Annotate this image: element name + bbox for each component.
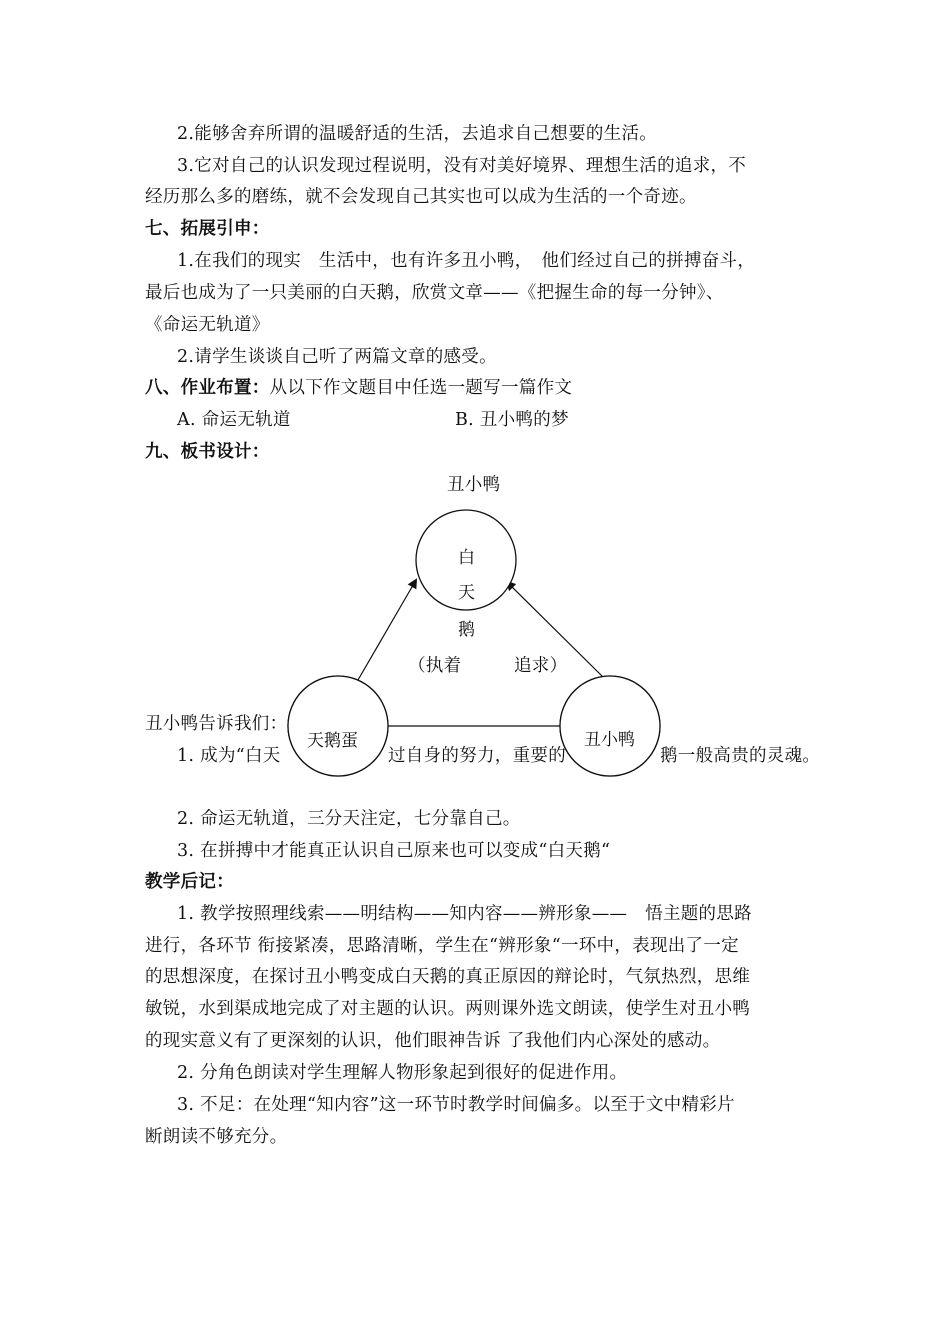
paragraph-line: 2.能够舍弃所谓的温暖舒适的生活，去追求自己想要的生活。 bbox=[177, 124, 658, 144]
tells-us-label: 丑小鸭告诉我们： bbox=[145, 714, 288, 734]
paragraph-line: 3. 不足：在处理“知内容”这一环节时教学时间偏多。以至于文中精彩片 bbox=[177, 1095, 735, 1115]
paragraph-line: 敏锐，水到渠成地完成了对主题的认识。两则课外选文朗读，使学生对丑小鸭 bbox=[145, 999, 751, 1019]
paragraph-line: 1.在我们的现实 生活中，也有许多丑小鸭， 他们经过自己的拼搏奋斗， bbox=[177, 251, 756, 271]
paragraph-line: 经历那么多的磨练，就不会发现自己其实也可以成为生活的一个奇迹。 bbox=[145, 187, 697, 207]
middle-label-b: 追求） bbox=[514, 656, 568, 676]
point-3: 3. 在拼搏中才能真正认识自己原来也可以变成“白天鹅“ bbox=[177, 841, 611, 861]
paragraph-line: 断朗读不够充分。 bbox=[145, 1127, 288, 1147]
section-heading-9: 九、板书设计： bbox=[145, 442, 270, 462]
left-circle-label: 天鹅蛋 bbox=[307, 731, 358, 751]
point-1-part-c: 鹅一般高贵的灵魂。 bbox=[660, 746, 821, 766]
paragraph-line: 最后也成为了一只美丽的白天鹅，欣赏文章——《把握生命的每一分钟》、 bbox=[145, 283, 724, 303]
paragraph-line: 3.它对自己的认识发现过程说明，没有对美好境界、理想生活的追求，不 bbox=[177, 156, 747, 176]
point-1-part-a: 1. 成为“白天 bbox=[177, 746, 281, 766]
paragraph-line: 的现实意义有了更深刻的认识，他们眼神告诉 了我他们内心深处的感动。 bbox=[145, 1031, 721, 1051]
top-circle-char-2: 天 bbox=[458, 583, 475, 603]
paragraph-line: 进行，各环节 衔接紧凑，思路清晰，学生在“辨形象“一环中，表现出了一定 bbox=[145, 936, 739, 956]
section-heading-7: 七、拓展引申： bbox=[145, 219, 270, 239]
middle-label-a: （执着 bbox=[408, 656, 462, 676]
point-1-part-b: 过自身的努力，重要的 bbox=[388, 746, 566, 766]
section-heading-8: 八、作业布置： bbox=[145, 378, 270, 398]
top-circle-char-3: 鹅 bbox=[458, 620, 475, 640]
option-b: B. 丑小鸭的梦 bbox=[455, 410, 569, 430]
option-a: A. 命运无轨道 bbox=[177, 410, 291, 430]
homework-text: 从以下作文题目中任选一题写一篇作文 bbox=[269, 378, 573, 398]
paragraph-line: 《命运无轨道》 bbox=[145, 315, 270, 335]
paragraph-line: 2. 分角色朗读对学生理解人物形象起到很好的促进作用。 bbox=[177, 1063, 628, 1083]
top-circle-char-1: 白 bbox=[458, 548, 475, 568]
paragraph-line: 2.请学生谈谈自己听了两篇文章的感受。 bbox=[177, 347, 497, 367]
paragraph-line: 的思想深度，在探讨丑小鸭变成白天鹅的真正原因的辩论时，气氛热烈，思维 bbox=[145, 967, 751, 987]
board-title: 丑小鸭 bbox=[447, 475, 501, 495]
afterword-heading: 教学后记： bbox=[145, 872, 234, 892]
right-circle-label: 丑小鸭 bbox=[584, 730, 635, 750]
paragraph-line: 1. 教学按照理线索——明结构——知内容——辨形象—— 悟主题的思路 bbox=[177, 904, 752, 924]
point-2: 2. 命运无轨道，三分天注定，七分靠自己。 bbox=[177, 809, 521, 829]
